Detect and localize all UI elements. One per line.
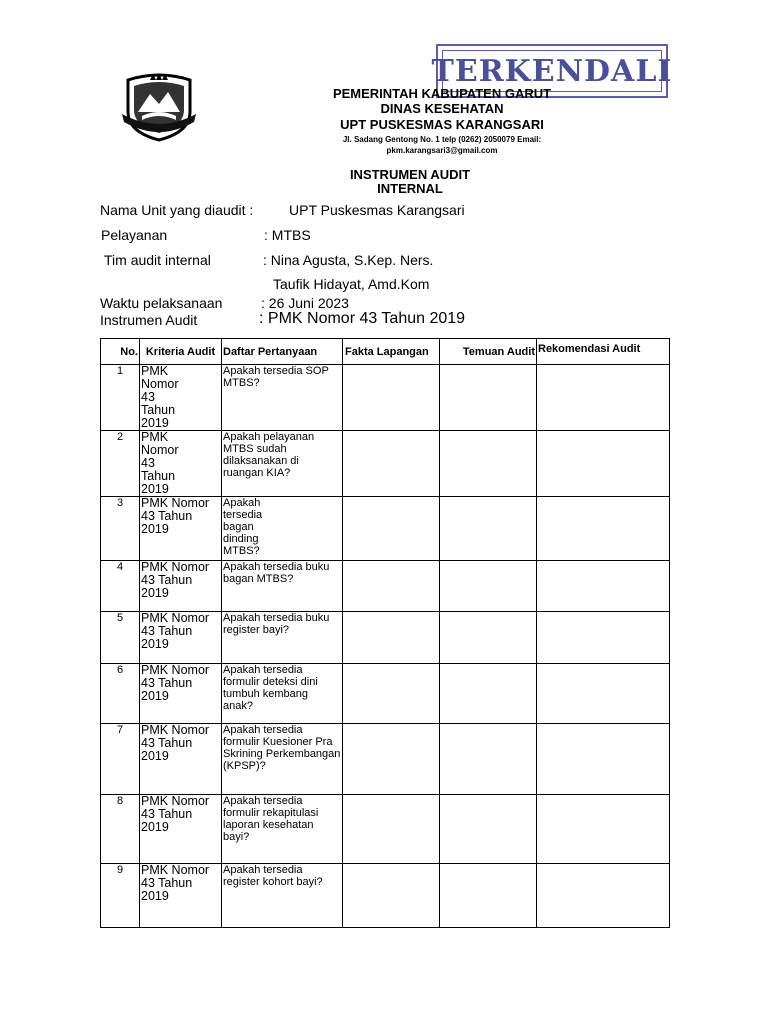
row-number: 7 (101, 724, 140, 795)
row-rekomendasi-cell (537, 612, 670, 664)
row-rekomendasi-cell (537, 431, 670, 497)
tim-label: Tim audit internal (104, 252, 211, 268)
stamp-text: TERKENDALI (431, 53, 673, 89)
row-temuan-cell (440, 795, 537, 864)
table-row (101, 724, 670, 795)
row-pertanyaan: Apakah pelayanan MTBS sudah dilaksanakan di ruangan KIA? (222, 431, 343, 497)
row-rekomendasi-cell (537, 864, 670, 928)
header-puskesmas: UPT PUSKESMAS KARANGSARI (340, 117, 544, 132)
row-rekomendasi-cell (537, 497, 670, 561)
row-fakta-cell (343, 795, 440, 864)
header-email: pkm.karangsari3@gmail.com (386, 146, 498, 155)
row-pertanyaan: Apakah tersedia SOP MTBS? (222, 365, 343, 431)
row-number: 8 (101, 795, 140, 864)
col-header-rekomendasi: Rekomendasi Audit (537, 339, 670, 365)
instrumen-value: : PMK Nomor 43 Tahun 2019 (259, 310, 466, 327)
row-fakta-cell (343, 431, 440, 497)
table-header-row (101, 339, 670, 365)
row-pertanyaan: Apakah tersedia buku bagan MTBS? (222, 561, 343, 612)
row-temuan-cell (440, 664, 537, 724)
pelayanan-value: : MTBS (264, 227, 311, 243)
pelayanan-label: Pelayanan (101, 227, 168, 243)
row-pertanyaan: Apakah tersedia formulir rekapitulasi laporan kesehatan bayi? (222, 795, 343, 864)
tim-value-1: : Nina Agusta, S.Kep. Ners. (263, 252, 434, 268)
row-kriteria: PMK Nomor 43 Tahun 2019 (140, 612, 222, 664)
row-number: 2 (101, 431, 140, 497)
row-temuan-cell (440, 431, 537, 497)
row-kriteria: PMK Nomor 43 Tahun 2019 (140, 365, 222, 431)
row-number: 5 (101, 612, 140, 664)
document-title-line2: INTERNAL (377, 181, 443, 196)
col-header-no: No. (101, 339, 140, 365)
table-row (101, 497, 670, 561)
row-pertanyaan: Apakah tersedia formulir deteksi dini tumbuh kembang anak? (222, 664, 343, 724)
waktu-value: : 26 Juni 2023 (261, 295, 349, 311)
header-department: DINAS KESEHATAN (380, 101, 504, 116)
row-number: 3 (101, 497, 140, 561)
row-kriteria: PMK Nomor 43 Tahun 2019 (140, 664, 222, 724)
row-temuan-cell (440, 497, 537, 561)
row-pertanyaan: Apakah tersedia buku register bayi? (222, 612, 343, 664)
table-row (101, 612, 670, 664)
row-number: 1 (101, 365, 140, 431)
document-title-line1: INSTRUMEN AUDIT (349, 167, 471, 182)
table-row (101, 561, 670, 612)
row-temuan-cell (440, 864, 537, 928)
row-fakta-cell (343, 365, 440, 431)
unit-value: UPT Puskesmas Karangsari (289, 202, 465, 218)
col-header-daftar: Daftar Pertanyaan (222, 339, 343, 365)
row-kriteria: PMK Nomor 43 Tahun 2019 (140, 724, 222, 795)
unit-label: Nama Unit yang diaudit : (100, 202, 254, 218)
row-rekomendasi-cell (537, 365, 670, 431)
col-header-fakta: Fakta Lapangan (343, 339, 440, 365)
row-pertanyaan: Apakah tersedia formulir Kuesioner Pra Skrining Perkembangan (KPSP)? (222, 724, 343, 795)
table-row (101, 365, 670, 431)
row-rekomendasi-cell (537, 724, 670, 795)
row-rekomendasi-cell (537, 561, 670, 612)
col-header-temuan: Temuan Audit (440, 339, 537, 365)
table-row (101, 431, 670, 497)
header-government: PEMERINTAH KABUPATEN GARUT (332, 86, 552, 101)
row-pertanyaan: Apakah tersedia bagan dinding MTBS? (222, 497, 343, 561)
row-rekomendasi-cell (537, 664, 670, 724)
col-header-kriteria: Kriteria Audit (140, 339, 222, 365)
row-temuan-cell (440, 724, 537, 795)
table-row (101, 864, 670, 928)
row-kriteria: PMK Nomor 43 Tahun 2019 (140, 431, 222, 497)
header-address: Jl. Sadang Gentong No. 1 telp (0262) 2050079 Email: (342, 135, 542, 144)
audit-table (100, 338, 670, 928)
tim-value-2: Taufik Hidayat, Amd.Kom (273, 276, 430, 292)
instrumen-label: Instrumen Audit (100, 312, 198, 328)
row-number: 9 (101, 864, 140, 928)
row-temuan-cell (440, 612, 537, 664)
row-kriteria: PMK Nomor 43 Tahun 2019 (140, 795, 222, 864)
waktu-label: Waktu pelaksanaan (100, 295, 223, 311)
row-temuan-cell (440, 561, 537, 612)
row-fakta-cell (343, 864, 440, 928)
row-fakta-cell (343, 561, 440, 612)
row-fakta-cell (343, 724, 440, 795)
row-fakta-cell (343, 497, 440, 561)
row-fakta-cell (343, 664, 440, 724)
row-pertanyaan: Apakah tersedia register kohort bayi? (222, 864, 343, 928)
row-fakta-cell (343, 612, 440, 664)
row-temuan-cell (440, 365, 537, 431)
row-number: 4 (101, 561, 140, 612)
row-kriteria: PMK Nomor 43 Tahun 2019 (140, 497, 222, 561)
row-kriteria: PMK Nomor 43 Tahun 2019 (140, 864, 222, 928)
table-row (101, 795, 670, 864)
row-kriteria: PMK Nomor 43 Tahun 2019 (140, 561, 222, 612)
row-number: 6 (101, 664, 140, 724)
row-rekomendasi-cell (537, 795, 670, 864)
table-row (101, 664, 670, 724)
